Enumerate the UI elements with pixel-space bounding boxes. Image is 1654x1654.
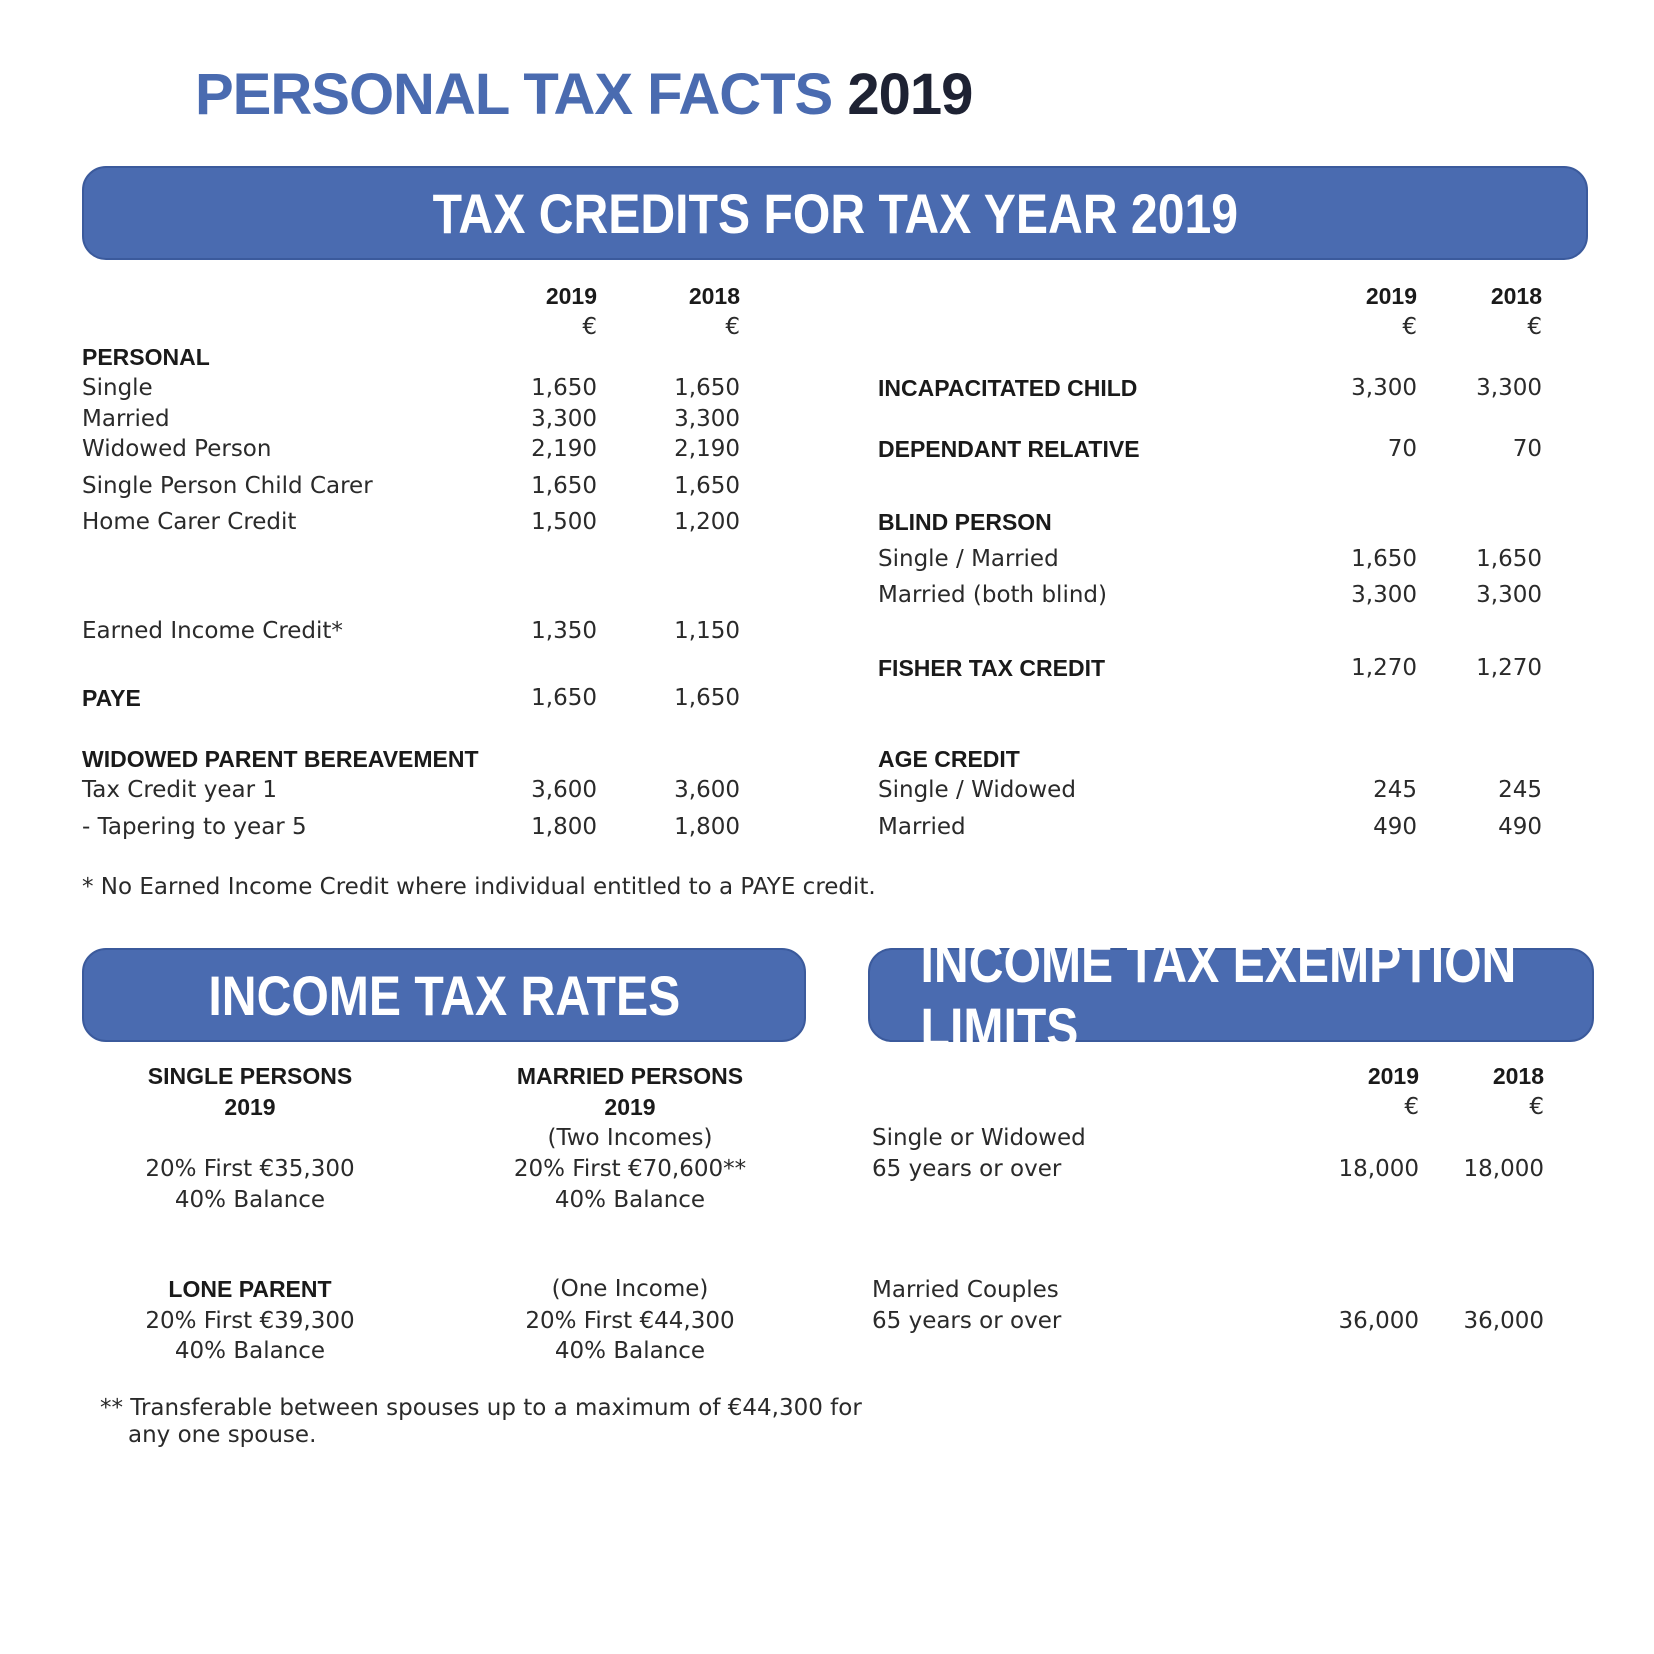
blind-single-2018: 1,650 <box>1476 546 1542 572</box>
page-title-year: 2019 <box>847 62 973 127</box>
home-carer-label: Home Carer Credit <box>82 509 297 535</box>
widowed-2018: 2,190 <box>674 436 740 462</box>
credits-left-header-2018: 2018 <box>688 283 740 309</box>
exemption-currency-2018: € <box>1529 1094 1544 1120</box>
exemption-header-2018: 2018 <box>1492 1063 1544 1089</box>
earned-income-2018: 1,150 <box>674 618 740 644</box>
blind-both-2018: 3,300 <box>1476 582 1542 608</box>
tax-credits-banner-text: TAX CREDITS FOR TAX YEAR 2019 <box>432 181 1238 245</box>
income-tax-rates-banner-text: INCOME TAX RATES <box>208 963 680 1027</box>
credits-right-header-2019: 2019 <box>1365 283 1417 309</box>
blind-both-label: Married (both blind) <box>878 582 1107 608</box>
earned-income-2019: 1,350 <box>531 618 597 644</box>
credits-right-header-2018: 2018 <box>1490 283 1542 309</box>
credits-left-currency-2019: € <box>582 314 597 340</box>
fisher-credit-label: FISHER TAX CREDIT <box>878 655 1106 681</box>
married-2019: 3,300 <box>531 406 597 432</box>
exemption-limits-banner <box>868 931 1594 1059</box>
child-carer-label: Single Person Child Carer <box>82 473 373 499</box>
blind-person-heading: BLIND PERSON <box>878 509 1052 535</box>
age-married-2019: 490 <box>1373 814 1417 840</box>
tapering-2018: 1,800 <box>674 814 740 840</box>
blind-single-label: Single / Married <box>878 546 1059 572</box>
lone-parent-heading: LONE PARENT <box>168 1276 332 1302</box>
married-persons-rate1: 20% First €70,600** <box>513 1156 747 1182</box>
tax-credits-banner <box>82 166 1588 260</box>
tax-credit-year1-label: Tax Credit year 1 <box>82 777 277 803</box>
lone-parent-rate1: 20% First €39,300 <box>145 1308 355 1334</box>
widowed-label: Widowed Person <box>82 436 272 462</box>
credits-left-header-2019: 2019 <box>545 283 597 309</box>
blind-both-2019: 3,300 <box>1351 582 1417 608</box>
exemption-single-label1: Single or Widowed <box>872 1125 1086 1151</box>
tapering-2019: 1,800 <box>531 814 597 840</box>
married-persons-rate2: 40% Balance <box>554 1187 706 1213</box>
single-2018: 1,650 <box>674 375 740 401</box>
single-persons-rate1: 20% First €35,300 <box>145 1156 355 1182</box>
bereavement-heading: WIDOWED PARENT BEREAVEMENT <box>82 746 479 772</box>
home-carer-2019: 1,500 <box>531 509 597 535</box>
paye-2018: 1,650 <box>674 685 740 711</box>
page-title-main: PERSONAL TAX FACTS <box>195 62 833 127</box>
age-single-label: Single / Widowed <box>878 777 1076 803</box>
single-2019: 1,650 <box>531 375 597 401</box>
married-label: Married <box>82 406 170 432</box>
credits-left-currency-2018: € <box>725 314 740 340</box>
one-income-heading: (One Income) <box>551 1276 709 1302</box>
age-single-2018: 245 <box>1498 777 1542 803</box>
exemption-single-2019: 18,000 <box>1338 1156 1419 1182</box>
married-persons-two-incomes: (Two Incomes) <box>547 1125 713 1151</box>
one-income-rate1: 20% First €44,300 <box>525 1308 735 1334</box>
age-married-label: Married <box>878 814 966 840</box>
fisher-credit-2019: 1,270 <box>1351 655 1417 681</box>
age-single-2019: 245 <box>1373 777 1417 803</box>
exemption-limits-banner-text: INCOME TAX EXEMPTION LIMITS <box>920 931 1517 1059</box>
age-married-2018: 490 <box>1498 814 1542 840</box>
single-persons-year: 2019 <box>224 1094 276 1120</box>
paye-label: PAYE <box>82 685 141 711</box>
dependant-relative-2018: 70 <box>1512 436 1542 462</box>
tapering-label: - Tapering to year 5 <box>82 814 307 840</box>
exemption-header-2019: 2019 <box>1367 1063 1419 1089</box>
exemption-currency-2019: € <box>1404 1094 1419 1120</box>
home-carer-2018: 1,200 <box>674 509 740 535</box>
page-title <box>195 62 973 127</box>
dependant-relative-label: DEPENDANT RELATIVE <box>878 436 1140 462</box>
dependant-relative-2019: 70 <box>1387 436 1417 462</box>
income-tax-rates-banner <box>82 948 806 1042</box>
blind-single-2019: 1,650 <box>1351 546 1417 572</box>
exemption-single-2018: 18,000 <box>1463 1156 1544 1182</box>
tax-credit-year1-2019: 3,600 <box>531 777 597 803</box>
rates-footnote-line1: ** Transferable between spouses up to a maximum of €44,300 for <box>100 1395 862 1421</box>
one-income-rate2: 40% Balance <box>554 1338 706 1364</box>
child-carer-2019: 1,650 <box>531 473 597 499</box>
credits-right-currency-2018: € <box>1527 314 1542 340</box>
incapacitated-child-2019: 3,300 <box>1351 375 1417 401</box>
widowed-2019: 2,190 <box>531 436 597 462</box>
exemption-married-2018: 36,000 <box>1463 1308 1544 1334</box>
personal-heading: PERSONAL <box>82 344 210 370</box>
married-persons-heading: MARRIED PERSONS <box>516 1063 744 1089</box>
paye-2019: 1,650 <box>531 685 597 711</box>
exemption-married-label1: Married Couples <box>872 1277 1059 1303</box>
married-persons-year: 2019 <box>604 1094 656 1120</box>
child-carer-2018: 1,650 <box>674 473 740 499</box>
incapacitated-child-label: INCAPACITATED CHILD <box>878 375 1138 401</box>
married-2018: 3,300 <box>674 406 740 432</box>
incapacitated-child-2018: 3,300 <box>1476 375 1542 401</box>
fisher-credit-2018: 1,270 <box>1476 655 1542 681</box>
credits-right-currency-2019: € <box>1402 314 1417 340</box>
exemption-single-label2: 65 years or over <box>872 1156 1062 1182</box>
single-label: Single <box>82 375 153 401</box>
age-credit-heading: AGE CREDIT <box>878 746 1020 772</box>
tax-credit-year1-2018: 3,600 <box>674 777 740 803</box>
credits-footnote: * No Earned Income Credit where individual entitled to a PAYE credit. <box>82 874 876 900</box>
single-persons-heading: SINGLE PERSONS <box>147 1063 353 1089</box>
lone-parent-rate2: 40% Balance <box>174 1338 326 1364</box>
rates-footnote-line2: any one spouse. <box>128 1422 317 1448</box>
exemption-married-2019: 36,000 <box>1338 1308 1419 1334</box>
exemption-married-label2: 65 years or over <box>872 1308 1062 1334</box>
single-persons-rate2: 40% Balance <box>174 1187 326 1213</box>
earned-income-label: Earned Income Credit* <box>82 618 343 644</box>
